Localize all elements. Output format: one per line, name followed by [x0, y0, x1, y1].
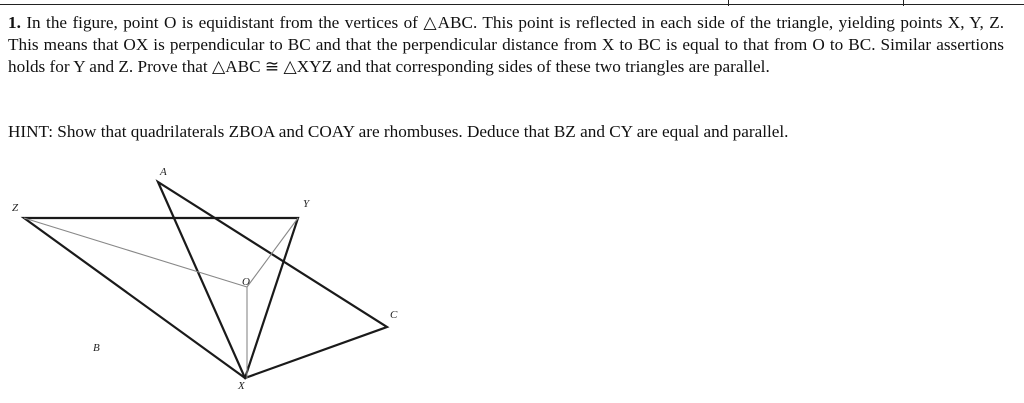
label-o: O [242, 276, 250, 288]
hint-text: HINT: Show that quadrilaterals ZBOA and COAY are rhombuses. Deduce that BZ and CY are equal and parallel. [8, 122, 789, 141]
label-x: X [238, 380, 245, 392]
tab-mark [903, 0, 904, 6]
triangle-abc [158, 182, 387, 378]
segment-oy [247, 218, 298, 287]
label-z: Z [12, 202, 19, 214]
top-rule [0, 4, 1024, 5]
problem-text: In the figure, point O is equidistant from the vertices of △ABC. This point is reflected in each side of the triangle, yielding points X, Y, Z. This means that OX is perpendicular to BC and that the perpendicular distance from X to BC is equal to that from O to BC. Similar assertions holds for Y and Z. Prove that △ABC ≅ △XYZ and that corresponding sides of these two triangles are parallel. [8, 13, 1004, 76]
problem-statement [8, 12, 1004, 78]
triangle-xyz [24, 218, 298, 378]
label-c: C [390, 309, 398, 321]
problem-number: 1. [8, 13, 21, 32]
segment-zo [24, 218, 247, 287]
label-b: B [93, 342, 100, 354]
tab-mark [728, 0, 729, 6]
label-y: Y [303, 198, 310, 210]
label-a: A [160, 166, 167, 178]
geometry-figure [0, 150, 420, 403]
